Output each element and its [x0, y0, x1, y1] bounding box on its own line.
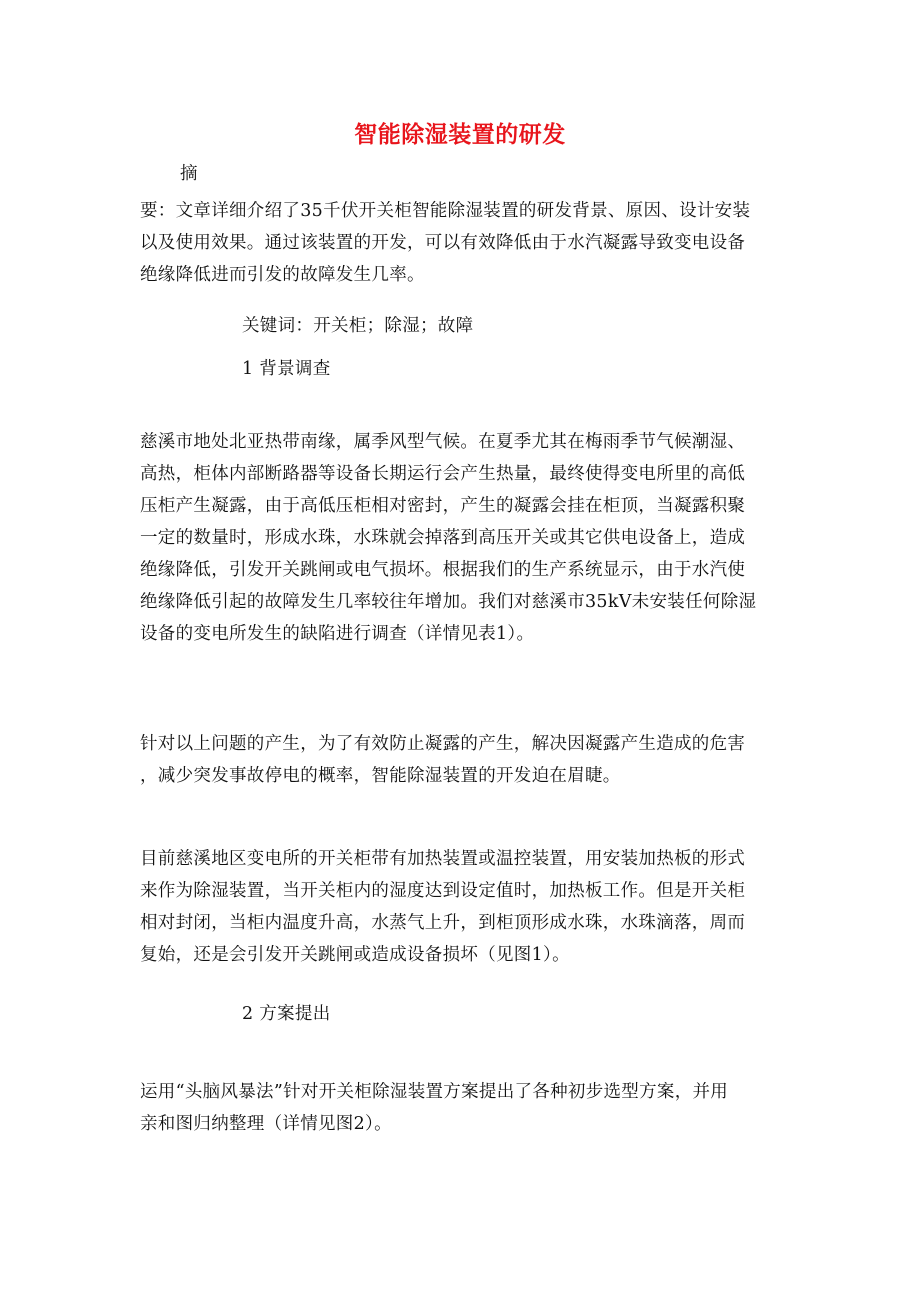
paragraph-line: 压柜产生凝露，由于高低压柜相对密封，产生的凝露会挂在柜顶，当凝露积聚	[140, 496, 746, 516]
abstract-line: 要：文章详细介绍了35千伏开关柜智能除湿装置的研发背景、原因、设计安装	[140, 201, 751, 221]
section-1-paragraph-1	[140, 426, 780, 650]
abstract-text	[140, 195, 780, 291]
paragraph-line: 绝缘降低引起的故障发生几率较往年增加。我们对慈溪市35kV未安装任何除湿	[140, 592, 757, 612]
paragraph-line: 慈溪市地处北亚热带南缘，属季风型气候。在夏季尤其在梅雨季节气候潮湿、	[140, 432, 746, 452]
paragraph-line: 目前慈溪地区变电所的开关柜带有加热装置或温控装置，用安装加热板的形式	[140, 849, 746, 869]
paragraph-line: 设备的变电所发生的缺陷进行调查（详情见表1）。	[140, 624, 535, 644]
keywords: 关键词：开关柜；除湿；故障	[242, 316, 474, 336]
section-1-paragraph-2	[140, 728, 780, 792]
paragraph-line: 针对以上问题的产生，为了有效防止凝露的产生，解决因凝露产生造成的危害	[140, 734, 746, 754]
paragraph-line: 绝缘降低，引发开关跳闸或电气损坏。根据我们的生产系统显示，由于水汽使	[140, 560, 746, 580]
paragraph-line: 运用“头脑风暴法”针对开关柜除湿装置方案提出了各种初步选型方案，并用	[140, 1082, 729, 1102]
paragraph-line: 来作为除湿装置，当开关柜内的湿度达到设定值时，加热板工作。但是开关柜	[140, 881, 746, 901]
paragraph-line: ，减少突发事故停电的概率，智能除湿装置的开发迫在眉睫。	[140, 766, 621, 786]
abstract-line: 以及使用效果。通过该装置的开发，可以有效降低由于水汽凝露导致变电设备	[140, 233, 746, 253]
section-heading-2: 2 方案提出	[242, 1004, 331, 1024]
abstract-label: 摘	[180, 164, 198, 184]
paragraph-line: 相对封闭，当柜内温度升高，水蒸气上升，到柜顶形成水珠，水珠滴落，周而	[140, 913, 746, 933]
section-2-paragraph-1	[140, 1076, 780, 1140]
paragraph-line: 一定的数量时，形成水珠，水珠就会掉落到高压开关或其它供电设备上，造成	[140, 528, 746, 548]
abstract-line: 绝缘降低进而引发的故障发生几率。	[140, 265, 425, 285]
paragraph-line: 高热，柜体内部断路器等设备长期运行会产生热量，最终使得变电所里的高低	[140, 464, 746, 484]
paragraph-line: 复始，还是会引发开关跳闸或造成设备损坏（见图1）。	[140, 945, 570, 965]
section-1-paragraph-3	[140, 843, 780, 971]
document-title: 智能除湿装置的研发	[354, 122, 566, 148]
paragraph-line: 亲和图归纳整理（详情见图2）。	[140, 1114, 392, 1134]
section-heading-1: 1 背景调查	[242, 359, 331, 379]
